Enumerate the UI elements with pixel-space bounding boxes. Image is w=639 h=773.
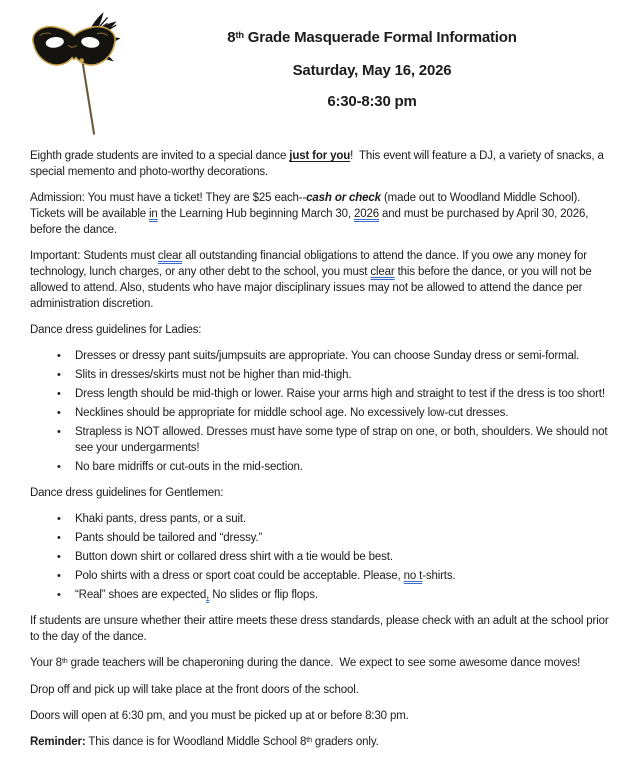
text-segment: no t [403, 570, 423, 582]
text-segment: If students are unsure whether their attire meets these dress standards, please check with an adult at the school prior to the day of the dance. [30, 615, 612, 643]
text-segment: Admission: You must have a ticket! They are $25 each-- [30, 192, 307, 204]
list-item [55, 549, 612, 565]
paragraph [30, 708, 612, 724]
text-segment: th [235, 29, 244, 40]
text-segment: 2026 [354, 208, 379, 220]
text-segment: No slides or flip flops. [209, 589, 318, 601]
paragraph [30, 485, 612, 501]
text-segment: Khaki pants, dress pants, or a suit. [75, 513, 247, 525]
paragraph [30, 734, 612, 751]
document-body [0, 140, 639, 773]
text-segment: Strapless is NOT allowed. Dresses must have some type of strap on one, or both, shoulders. We should not see your undergarments! [75, 426, 611, 454]
text-segment: Pants should be tailored and “dressy.” [75, 532, 263, 544]
text-segment: Polo shirts with a dress or sport coat could be acceptable. Please, [75, 570, 404, 582]
text-segment: Button down shirt or collared dress shirt with a tie would be best. [75, 551, 393, 563]
text-segment: No bare midriffs or cut-outs in the mid-section. [75, 461, 303, 473]
text-segment: Doors will open at 6:30 pm, and you must be picked up at or before 8:30 pm. [30, 710, 409, 722]
list-item [55, 348, 612, 364]
text-segment: Necklines should be appropriate for middle school age. No excessively low-cut dresses. [75, 407, 509, 419]
text-segment: 8 [227, 29, 236, 46]
bullet-list [55, 348, 612, 475]
text-segment: Your 8 [30, 657, 62, 669]
text-segment: and must be purchased by April 30, 2026, before the dance. [30, 208, 592, 236]
text-segment: this before the dance, or you will not be allowed to attend. Also, students who have major disciplinary issues may not be allowed to attend the dance per administration discretion. [30, 266, 595, 310]
text-segment: Reminder: [30, 736, 86, 748]
text-segment: clear [157, 250, 183, 262]
event-date: Saturday, May 16, 2026 [292, 62, 452, 79]
text-segment: (made out to Woodland Middle School). Tickets will be available [30, 192, 584, 220]
paragraph [30, 190, 612, 238]
text-segment: Drop off and pick up will take place at the front doors of the school. [30, 684, 359, 696]
list-item [55, 587, 612, 603]
text-segment: Grade Masquerade Formal Information [243, 29, 517, 46]
text-segment: all outstanding financial obligations to attend the dance. If you owe any money for technology, lunch charges, or any other debt to the school, you must [30, 250, 591, 278]
paragraph [30, 655, 612, 672]
list-item [55, 568, 612, 584]
list-item [55, 530, 612, 546]
document-header [0, 0, 639, 140]
text-segment: Eighth grade students are invited to a special dance [30, 150, 290, 162]
text-segment: -shirts. [422, 570, 456, 582]
event-time: 6:30-8:30 pm [327, 93, 417, 110]
masquerade-mask-icon [26, 12, 122, 138]
text-segment: Dress length should be mid-thigh or lower. Raise your arms high and straight to test if the dress is too short! [75, 388, 605, 400]
text-segment: just for you [289, 150, 351, 162]
masquerade-mask-image [26, 12, 122, 138]
bullet-list [55, 511, 612, 603]
list-item [55, 459, 612, 475]
paragraph [30, 248, 612, 312]
text-segment: “Real” shoes are expected [75, 589, 207, 601]
text-segment: th [306, 735, 312, 744]
text-segment: in [149, 208, 158, 220]
list-item [55, 386, 612, 402]
text-segment: , [206, 589, 210, 601]
text-segment: the Learning Hub beginning March 30, [157, 208, 355, 220]
text-segment: clear [370, 266, 395, 278]
list-item [55, 424, 612, 456]
text-segment: graders only. [311, 736, 379, 748]
text-segment: Dresses or dressy pant suits/jumpsuits are appropriate. You can choose Sunday dress or semi-formal. [75, 350, 580, 362]
text-segment: Important: Students must [30, 250, 158, 262]
list-item [55, 511, 612, 527]
list-item [55, 405, 612, 421]
list-item [55, 367, 612, 383]
paragraph [30, 682, 612, 698]
paragraph [30, 322, 612, 338]
event-title [105, 28, 639, 49]
paragraph [30, 148, 612, 180]
text-segment: Dance dress guidelines for Gentlemen: [30, 487, 224, 499]
text-segment: This dance is for Woodland Middle School 8 [85, 736, 307, 748]
paragraph [30, 613, 612, 645]
text-segment: Slits in dresses/skirts must not be higher than mid-thigh. [75, 369, 352, 381]
text-segment: ! This event will feature a DJ, a variety of snacks, a special memento and photo-worthy decorations. [30, 150, 607, 178]
text-segment: grade teachers will be chaperoning during the dance. We expect to see some awesome dance moves! [67, 657, 581, 669]
text-segment: th [61, 656, 68, 665]
text-segment: Dance dress guidelines for Ladies: [30, 324, 202, 336]
text-segment: cash or check [306, 192, 381, 204]
